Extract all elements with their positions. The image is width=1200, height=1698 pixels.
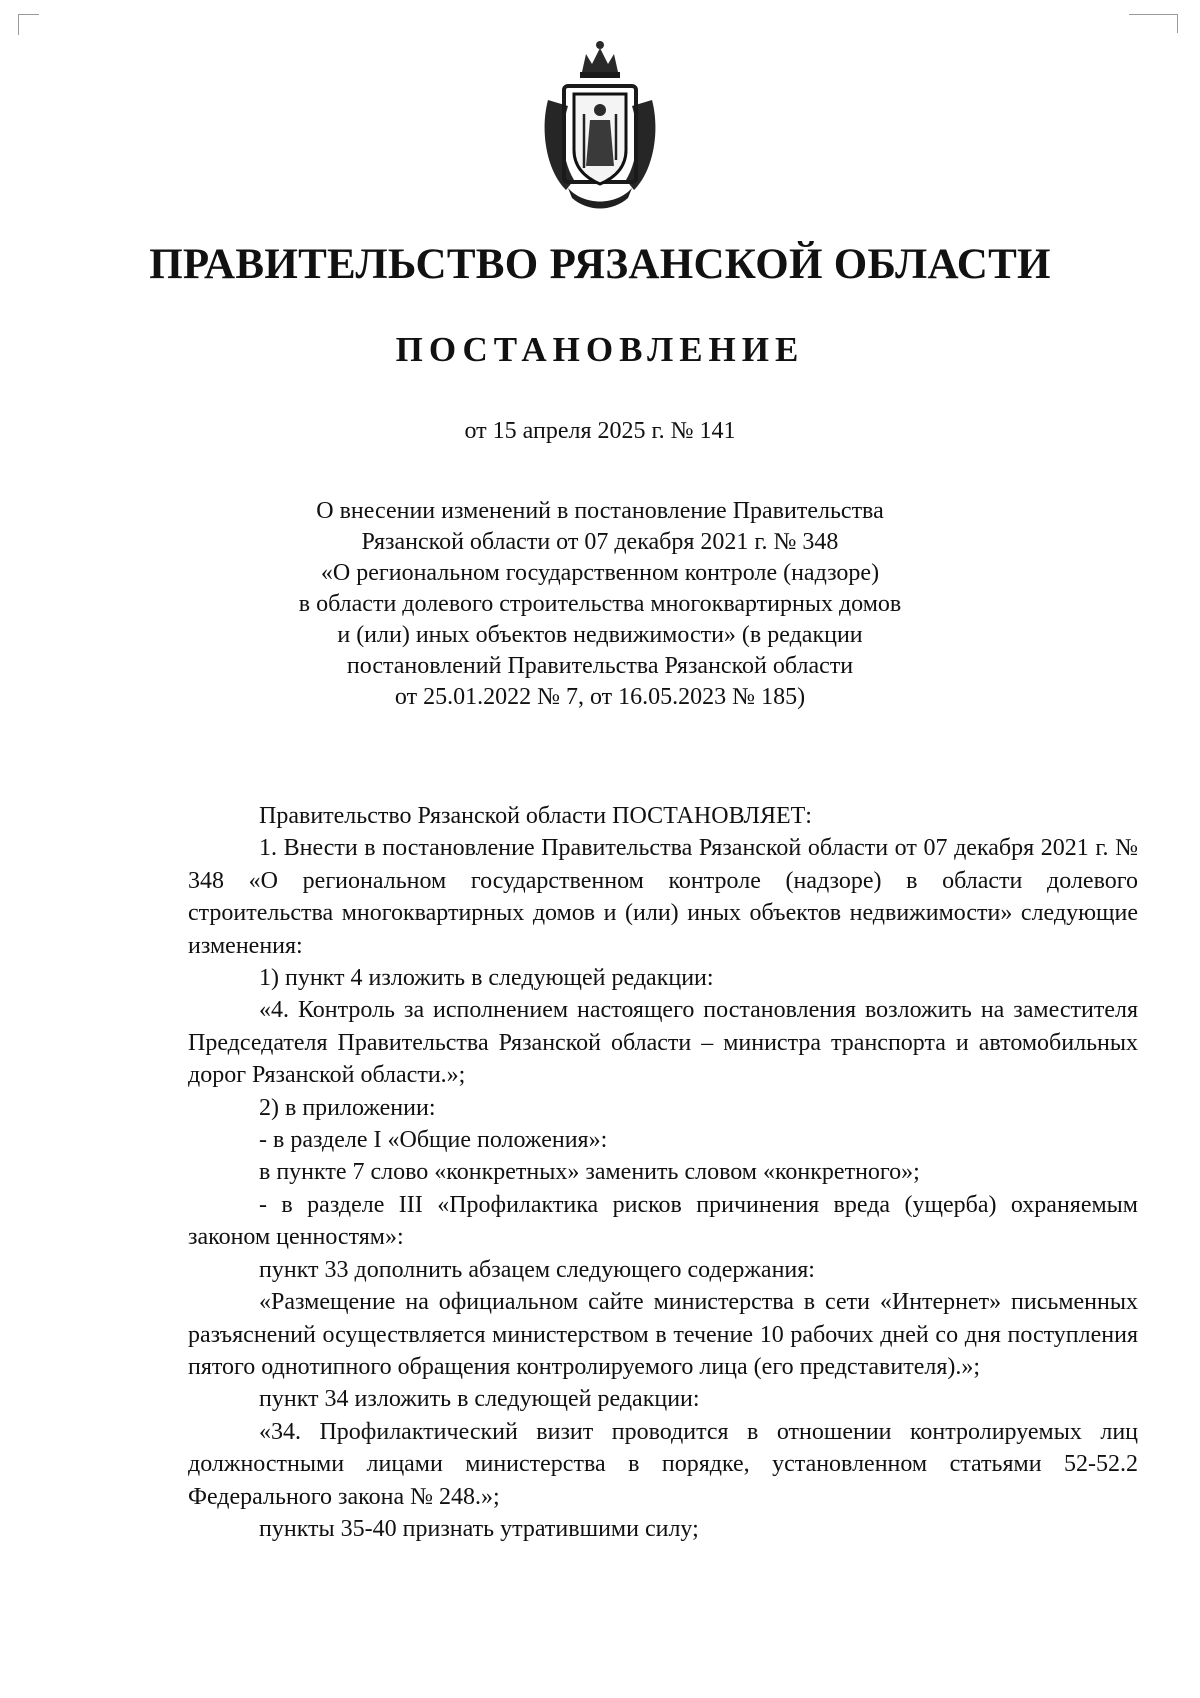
document-date-number: от 15 апреля 2025 г. № 141 [464,418,736,444]
subject-line: постановлений Правительства Рязанской области [346,653,854,679]
body-paragraph: пункт 34 изложить в следующей редакции: [259,1386,700,1413]
subject-line: в области долевого строительства многоквартирных домов [298,591,902,617]
subject-line: «О региональном государственном контроле (надзоре) [320,560,880,586]
body-paragraph: - в разделе III «Профилактика рисков причинения вреда (ущерба) охраняемым законом ценностям»: [188,1191,1138,1251]
scan-corner-mark-top-left [18,14,39,35]
scan-corner-mark-top-right [1129,14,1178,33]
subject-line: О внесении изменений в постановление Правительства [316,498,884,524]
body-paragraph: «4. Контроль за исполнением настоящего постановления возложить на заместителя Председателя Правительства Рязанской области – министра транспорта и автомобильных дорог Рязанской области.»; [188,997,1138,1089]
body-paragraph: - в разделе I «Общие положения»: [259,1127,608,1154]
subject-line: и (или) иных объектов недвижимости» (в редакции [337,622,863,648]
document-type-title: ПОСТАНОВЛЕНИЕ [395,330,805,369]
body-paragraph: пункты 35-40 признать утратившими силу; [259,1515,699,1542]
body-paragraph: 1) пункт 4 изложить в следующей редакции: [259,965,714,992]
subject-line: Рязанской области от 07 декабря 2021 г. № 348 [361,529,839,555]
subject-line: от 25.01.2022 № 7, от 16.05.2023 № 185) [394,684,806,710]
body-paragraph: 2) в приложении: [259,1094,436,1121]
body-paragraph: пункт 33 дополнить абзацем следующего содержания: [259,1256,815,1283]
body-paragraph: 1. Внести в постановление Правительства Рязанской области от 07 декабря 2021 г. № 348 «О региональном государственном контроле (надзоре) в области долевого строительства многоквартирных домов и (или) иных объектов недвижимости» следующие изменения: [188,835,1138,959]
body-paragraph: «34. Профилактический визит проводится в отношении контролируемых лиц должностными лицами министерства в порядке, установленном статьями 52-52.2 Федерального закона № 248.»; [188,1418,1138,1510]
coat-of-arms-icon [540,40,660,212]
body-paragraph: «Размещение на официальном сайте министерства в сети «Интернет» письменных разъяснений осуществляется министерством в течение 10 рабочих дней со дня поступления пятого однотипного обращения контролируемого лица (его представителя).»; [188,1289,1138,1380]
document-body [188,800,1138,1545]
body-paragraph: в пункте 7 слово «конкретных» заменить словом «конкретного»; [259,1159,920,1186]
body-paragraph: Правительство Рязанской области ПОСТАНОВЛЯЕТ: [259,803,812,829]
document-subject [180,496,1020,713]
government-title: ПРАВИТЕЛЬСТВО РЯЗАНСКОЙ ОБЛАСТИ [149,241,1051,288]
